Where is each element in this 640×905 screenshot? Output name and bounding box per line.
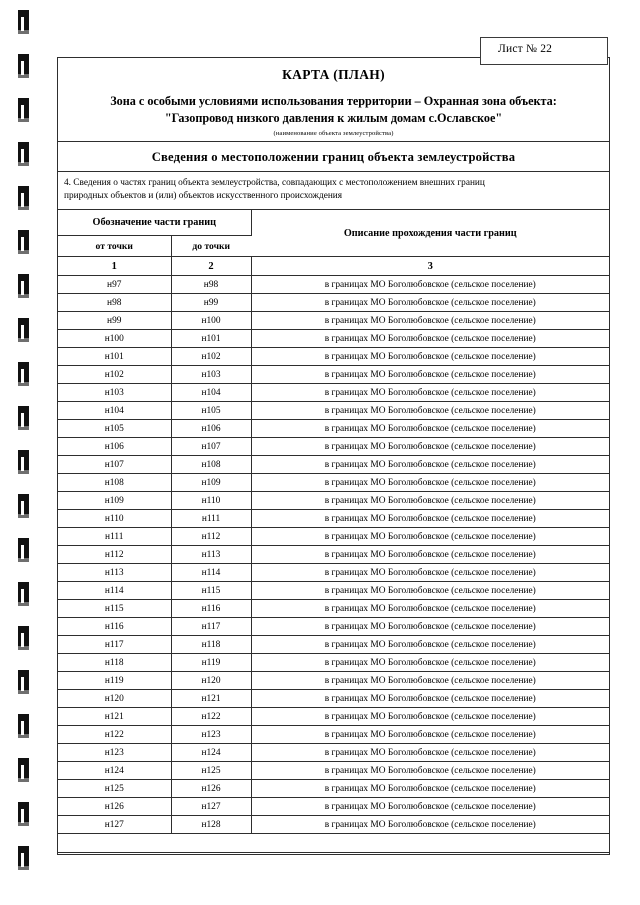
cell-to-point: н123 <box>171 726 251 744</box>
cell-to-point: н125 <box>171 762 251 780</box>
table-body <box>58 276 609 853</box>
scan-artifact-mark <box>18 582 29 603</box>
cell-from-point: н117 <box>58 636 171 654</box>
cell-description: в границах МО Боголюбовское (сельское поселение) <box>251 600 609 618</box>
table-header-row-group <box>58 210 609 236</box>
cell-description: в границах МО Боголюбовское (сельское поселение) <box>251 528 609 546</box>
cell-to-point: н118 <box>171 636 251 654</box>
cell-from-point: н108 <box>58 474 171 492</box>
table-row <box>58 348 609 366</box>
cell-to-point: н108 <box>171 456 251 474</box>
cell-to-point: н107 <box>171 438 251 456</box>
cell-to-point: н100 <box>171 312 251 330</box>
cell-to-point: н115 <box>171 582 251 600</box>
cell-from-point: н98 <box>58 294 171 312</box>
cell-to-point: н109 <box>171 474 251 492</box>
cell-to-point: н102 <box>171 348 251 366</box>
scan-artifact-mark <box>18 714 29 735</box>
table-row <box>58 474 609 492</box>
header-description: Описание прохождения части границ <box>251 210 609 257</box>
cell-description: в границах МО Боголюбовское (сельское поселение) <box>251 780 609 798</box>
table-row <box>58 618 609 636</box>
scan-artifact-mark <box>18 10 29 31</box>
cell-from-point: н124 <box>58 762 171 780</box>
table-row <box>58 492 609 510</box>
cell-from-point: н97 <box>58 276 171 294</box>
cell-from-point: н118 <box>58 654 171 672</box>
table-row <box>58 420 609 438</box>
cell-to-point: н121 <box>171 690 251 708</box>
cell-description: в границах МО Боголюбовское (сельское поселение) <box>251 384 609 402</box>
column-number-1: 1 <box>58 257 171 276</box>
cell-description: в границах МО Боголюбовское (сельское поселение) <box>251 744 609 762</box>
document-title: КАРТА (ПЛАН) <box>282 67 385 82</box>
cell-description: в границах МО Боголюбовское (сельское поселение) <box>251 762 609 780</box>
scan-artifact-mark <box>18 98 29 119</box>
scan-artifact-mark <box>18 670 29 691</box>
cell-to-point: н104 <box>171 384 251 402</box>
cell-from-point: н104 <box>58 402 171 420</box>
table-row <box>58 726 609 744</box>
table-row <box>58 780 609 798</box>
cell-to-point: н117 <box>171 618 251 636</box>
table-row <box>58 582 609 600</box>
cell-from-point: н116 <box>58 618 171 636</box>
table-row <box>58 510 609 528</box>
scan-artifact-mark <box>18 450 29 471</box>
scan-artifact-mark <box>18 758 29 779</box>
cell-to-point: н105 <box>171 402 251 420</box>
document-subtitle-line2: "Газопровод низкого давления к жилым домам с.Ославское" <box>164 111 503 126</box>
cell-from-point: н101 <box>58 348 171 366</box>
cell-from-point: н100 <box>58 330 171 348</box>
cell-description: в границах МО Боголюбовское (сельское поселение) <box>251 582 609 600</box>
cell-to-point: н119 <box>171 654 251 672</box>
cell-from-point: н125 <box>58 780 171 798</box>
header-designation-group: Обозначение части границ <box>58 210 251 236</box>
scan-artifact-mark <box>18 362 29 383</box>
scan-artifact-mark <box>18 494 29 515</box>
cell-to-point: н128 <box>171 816 251 834</box>
cell-to-point: н122 <box>171 708 251 726</box>
sheet-number-box <box>480 37 608 65</box>
scan-artifact-mark <box>18 54 29 75</box>
paragraph-line-1: 4. Сведения о частях границ объекта землеустройства, совпадающих с местоположением внешних границ <box>64 177 485 188</box>
scan-artifact-mark <box>18 318 29 339</box>
cell-description: в границах МО Боголюбовское (сельское поселение) <box>251 654 609 672</box>
cell-to-point: н106 <box>171 420 251 438</box>
table-row <box>58 330 609 348</box>
cell-to-point: н127 <box>171 798 251 816</box>
table-row <box>58 636 609 654</box>
table-row <box>58 312 609 330</box>
scan-artifact-mark <box>18 802 29 823</box>
cell-description: в границах МО Боголюбовское (сельское поселение) <box>251 312 609 330</box>
scan-artifact-mark <box>18 538 29 559</box>
cell-from-point: н111 <box>58 528 171 546</box>
cell-from-point: н107 <box>58 456 171 474</box>
table-row <box>58 690 609 708</box>
header-from-point: от точки <box>58 236 171 257</box>
cell-to-point: н124 <box>171 744 251 762</box>
cell-description: в границах МО Боголюбовское (сельское поселение) <box>251 402 609 420</box>
cell-to-point: н110 <box>171 492 251 510</box>
cell-to-point: н101 <box>171 330 251 348</box>
cell-to-point: н126 <box>171 780 251 798</box>
scan-artifact-mark <box>18 406 29 427</box>
cell-from-point: н102 <box>58 366 171 384</box>
cell-description: в границах МО Боголюбовское (сельское поселение) <box>251 456 609 474</box>
cell-description: в границах МО Боголюбовское (сельское поселение) <box>251 708 609 726</box>
table-row <box>58 798 609 816</box>
paragraph-item-4 <box>58 172 609 210</box>
cell-description: в границах МО Боголюбовское (сельское поселение) <box>251 492 609 510</box>
cell-description: в границах МО Боголюбовское (сельское поселение) <box>251 690 609 708</box>
cell-description: в границах МО Боголюбовское (сельское поселение) <box>251 564 609 582</box>
column-number-2: 2 <box>171 257 251 276</box>
column-number-3: 3 <box>251 257 609 276</box>
scan-artifact-mark <box>18 274 29 295</box>
cell-description: в границах МО Боголюбовское (сельское поселение) <box>251 798 609 816</box>
cell-description: в границах МО Боголюбовское (сельское поселение) <box>251 672 609 690</box>
table-row <box>58 744 609 762</box>
cell-from-point: н126 <box>58 798 171 816</box>
cell-to-point: н120 <box>171 672 251 690</box>
cell-description: в границах МО Боголюбовское (сельское поселение) <box>251 276 609 294</box>
cell-to-point: н99 <box>171 294 251 312</box>
cell-description: в границах МО Боголюбовское (сельское поселение) <box>251 618 609 636</box>
cell-to-point: н114 <box>171 564 251 582</box>
scan-artifact-mark <box>18 230 29 251</box>
table-blank-row <box>58 834 609 853</box>
cell-from-point: н99 <box>58 312 171 330</box>
section-heading: Сведения о местоположении границ объекта землеустройства <box>58 142 609 172</box>
scan-artifact-mark <box>18 846 29 867</box>
cell-description: в границах МО Боголюбовское (сельское поселение) <box>251 438 609 456</box>
cell-to-point: н116 <box>171 600 251 618</box>
scan-artifact-mark <box>18 626 29 647</box>
cell-to-point: н98 <box>171 276 251 294</box>
cell-description: в границах МО Боголюбовское (сельское поселение) <box>251 366 609 384</box>
table-row <box>58 402 609 420</box>
table-row <box>58 438 609 456</box>
cell-from-point: н119 <box>58 672 171 690</box>
cell-description: в границах МО Боголюбовское (сельское поселение) <box>251 636 609 654</box>
object-name-note: (наименование объекта землеустройства) <box>273 129 394 137</box>
cell-from-point: н122 <box>58 726 171 744</box>
cell-description: в границах МО Боголюбовское (сельское поселение) <box>251 420 609 438</box>
document-frame <box>57 57 610 855</box>
table-row <box>58 564 609 582</box>
cell-description: в границах МО Боголюбовское (сельское поселение) <box>251 294 609 312</box>
cell-to-point: н112 <box>171 528 251 546</box>
cell-from-point: н127 <box>58 816 171 834</box>
cell-to-point: н113 <box>171 546 251 564</box>
table-row <box>58 384 609 402</box>
cell-from-point: н121 <box>58 708 171 726</box>
cell-description: в границах МО Боголюбовское (сельское поселение) <box>251 348 609 366</box>
cell-from-point: н114 <box>58 582 171 600</box>
cell-from-point: н112 <box>58 546 171 564</box>
table-row <box>58 294 609 312</box>
cell-description: в границах МО Боголюбовское (сельское поселение) <box>251 726 609 744</box>
sheet-number-label: Лист № 22 <box>498 43 553 55</box>
table-row <box>58 276 609 294</box>
cell-from-point: н105 <box>58 420 171 438</box>
table-row <box>58 654 609 672</box>
cell-description: в границах МО Боголюбовское (сельское поселение) <box>251 546 609 564</box>
cell-to-point: н103 <box>171 366 251 384</box>
table-row <box>58 708 609 726</box>
cell-description: в границах МО Боголюбовское (сельское поселение) <box>251 510 609 528</box>
table-blank-cell <box>58 834 609 853</box>
cell-from-point: н123 <box>58 744 171 762</box>
scan-artifact-mark <box>18 142 29 163</box>
paragraph-line-2: природных объектов и (или) объектов искусственного происхождения <box>64 191 343 202</box>
scan-artifact-column <box>0 0 56 905</box>
table-row <box>58 546 609 564</box>
table-row <box>58 366 609 384</box>
table-row <box>58 762 609 780</box>
cell-from-point: н110 <box>58 510 171 528</box>
cell-from-point: н115 <box>58 600 171 618</box>
boundary-parts-table <box>58 210 609 854</box>
table-row <box>58 600 609 618</box>
scan-artifact-mark <box>18 186 29 207</box>
table-row <box>58 456 609 474</box>
cell-description: в границах МО Боголюбовское (сельское поселение) <box>251 330 609 348</box>
cell-description: в границах МО Боголюбовское (сельское поселение) <box>251 816 609 834</box>
cell-description: в границах МО Боголюбовское (сельское поселение) <box>251 474 609 492</box>
table-row <box>58 672 609 690</box>
cell-from-point: н106 <box>58 438 171 456</box>
document-subtitle-line1: Зона с особыми условиями использования территории – Охранная зона объекта: <box>110 94 557 108</box>
cell-from-point: н113 <box>58 564 171 582</box>
cell-from-point: н103 <box>58 384 171 402</box>
table-row <box>58 528 609 546</box>
table-row <box>58 816 609 834</box>
cell-to-point: н111 <box>171 510 251 528</box>
title-block <box>58 58 609 142</box>
cell-from-point: н120 <box>58 690 171 708</box>
table-column-number-row <box>58 257 609 276</box>
header-to-point: до точки <box>171 236 251 257</box>
cell-from-point: н109 <box>58 492 171 510</box>
